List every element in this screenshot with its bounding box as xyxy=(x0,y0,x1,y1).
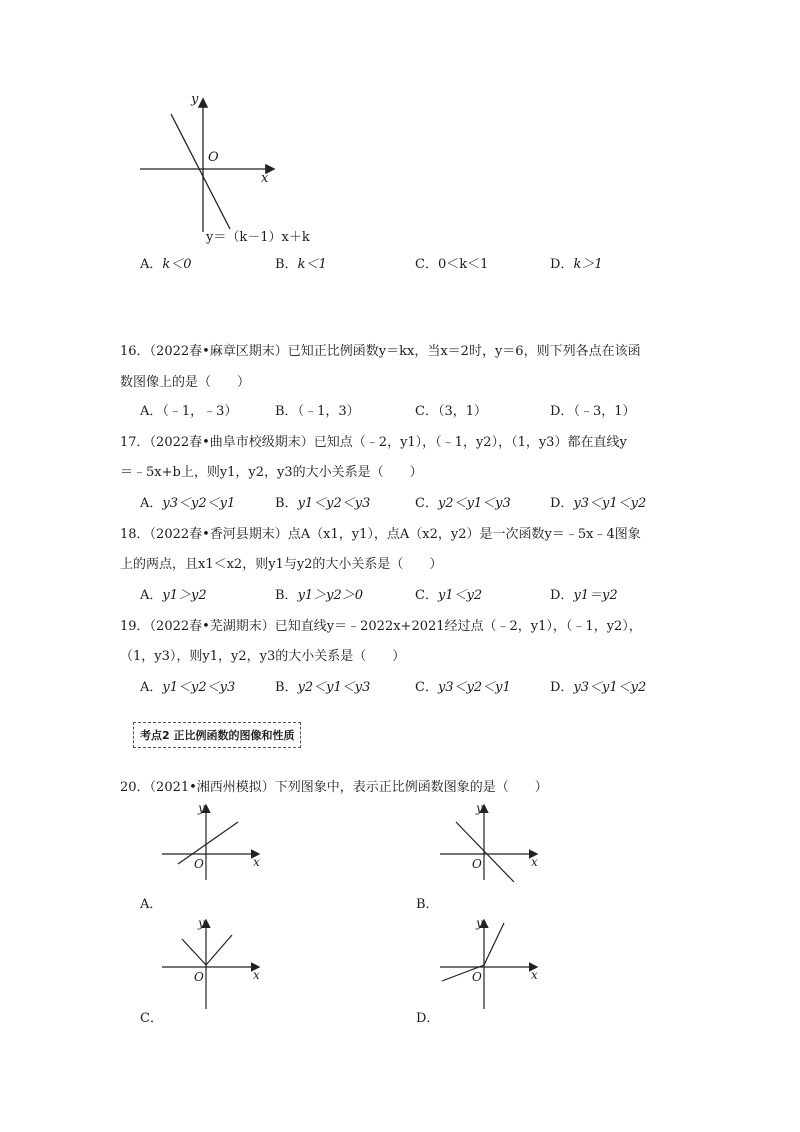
q15-option-d[interactable]: D．k＞1 xyxy=(550,257,603,272)
q20-c-line xyxy=(182,935,232,965)
q15-option-a[interactable]: A．k＜0 xyxy=(140,257,192,272)
q19-option-b[interactable]: B．y2＜y1＜y3 xyxy=(275,680,371,695)
q20-a-y-label: y xyxy=(198,801,205,815)
q18-option-d[interactable]: D．y1＝y2 xyxy=(550,588,618,603)
q20-option-a-letter[interactable]: A． xyxy=(140,897,163,912)
q20-a-line xyxy=(178,822,238,864)
q18-stem-line1: 18．（2022春•香河县期末）点A（x1，y1），点A（x2，y2）是一次函数y＝﹣5x﹣4图象 xyxy=(120,527,641,542)
section-title-box xyxy=(133,722,301,748)
q19-option-a[interactable]: A．y1＜y2＜y3 xyxy=(140,680,236,695)
q15-x-axis-label: x xyxy=(261,171,269,186)
q20-d-x-label: x xyxy=(531,968,538,982)
q20-b-origin-label: O xyxy=(472,857,482,871)
q20-graph-a xyxy=(160,802,270,882)
q19-stem-line1: 19．（2022春•芜湖期末）已知直线y＝﹣2022x+2021经过点（﹣2，y1），（﹣1，y2）， xyxy=(120,619,642,634)
q15-option-c[interactable]: C．0＜k＜1 xyxy=(415,257,489,272)
q20-graph-d xyxy=(438,917,548,1007)
q20-b-line xyxy=(456,822,514,882)
q17-option-a[interactable]: A．y3＜y2＜y1 xyxy=(140,496,236,511)
q20-b-x-label: x xyxy=(531,855,538,869)
q19-option-d[interactable]: D．y3＜y1＜y2 xyxy=(550,680,647,695)
q16-option-c[interactable]: C．（3，1） xyxy=(415,404,487,419)
q20-c-origin-label: O xyxy=(194,970,204,984)
q16-option-a[interactable]: A．（﹣1，﹣3） xyxy=(140,404,238,419)
q20-option-d-letter[interactable]: D． xyxy=(416,1011,440,1026)
q19-option-c[interactable]: C．y3＜y2＜y1 xyxy=(415,680,511,695)
q17-option-d[interactable]: D．y3＜y1＜y2 xyxy=(550,496,647,511)
q15-line-label: y＝（k－1）x＋k xyxy=(206,230,310,245)
q15-graph xyxy=(138,92,288,242)
q15-origin-label: O xyxy=(208,150,219,165)
q20-a-x-label: x xyxy=(253,855,260,869)
q20-stem: 20．（2021•湘西州模拟）下列图象中，表示正比例函数图象的是（ ） xyxy=(120,780,548,795)
q19-stem-line2: （1，y3），则y1，y2，y3的大小关系是（ ） xyxy=(120,649,406,664)
q15-option-b[interactable]: B．k＜1 xyxy=(275,257,327,272)
q20-c-y-label: y xyxy=(198,916,205,930)
q20-d-origin-label: O xyxy=(472,970,482,984)
q17-stem-line2: ＝﹣5x+b上，则y1，y2，y3的大小关系是（ ） xyxy=(120,465,423,480)
q17-option-b[interactable]: B．y1＜y2＜y3 xyxy=(275,496,371,511)
q18-option-c[interactable]: C．y1＜y2 xyxy=(415,588,483,603)
q20-graph-c xyxy=(160,917,270,1007)
q18-option-a[interactable]: A．y1＞y2 xyxy=(140,588,207,603)
q20-b-y-label: y xyxy=(476,801,483,815)
q17-stem-line1: 17．（2022春•曲阜市校级期末）已知点（﹣2，y1），（﹣1，y2），（1，y3）都在直线y xyxy=(120,435,627,450)
q16-option-b[interactable]: B．（﹣1，3） xyxy=(275,404,360,419)
q20-option-c-letter[interactable]: C． xyxy=(140,1011,163,1026)
section-title: 考点2 正比例函数的图像和性质 xyxy=(140,729,295,742)
q20-a-origin-label: O xyxy=(194,857,204,871)
q20-c-x-label: x xyxy=(253,968,260,982)
q20-graph-b xyxy=(438,802,548,882)
q15-y-axis-label: y xyxy=(191,92,199,107)
q15-function-line xyxy=(171,114,230,229)
q20-option-b-letter[interactable]: B． xyxy=(416,897,439,912)
q20-d-y-label: y xyxy=(476,916,483,930)
q17-option-c[interactable]: C．y2＜y1＜y3 xyxy=(415,496,511,511)
q16-option-d[interactable]: D．（﹣3，1） xyxy=(550,404,636,419)
q18-option-b[interactable]: B．y1＞y2＞0 xyxy=(275,588,364,603)
q18-stem-line2: 上的两点，且x1＜x2，则y1与y2的大小关系是（ ） xyxy=(120,557,443,572)
q16-stem-line1: 16．（2022春•麻章区期末）已知正比例函数y＝kx，当x＝2时，y＝6，则下列各点在该函 xyxy=(120,344,641,359)
q16-stem-line2: 数图像上的是（ ） xyxy=(120,375,251,390)
